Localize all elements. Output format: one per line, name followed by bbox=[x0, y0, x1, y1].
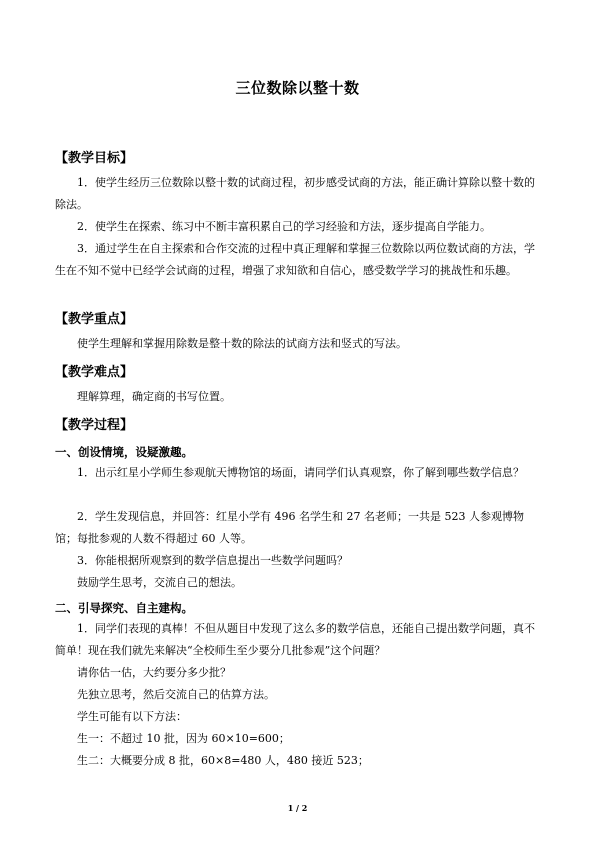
heading-goals: 【教学目标】 bbox=[55, 151, 134, 166]
process-part2-title: 二、引导探究、自主建构。 bbox=[55, 601, 193, 615]
part2-item-3: 先独立思考，然后交流自己的估算方法。 bbox=[77, 688, 275, 701]
heading-key: 【教学重点】 bbox=[55, 312, 134, 327]
part2-item-1: 1．同学们表现的真棒！不但从题目中发现了这么多的数学信息，还能自己提出数学问题，真不简单！现在我们就先来解决“全校师生至少要分几批参观”这个问题？ bbox=[55, 622, 535, 657]
part1-item-4: 鼓励学生思考，交流自己的想法。 bbox=[77, 576, 242, 589]
process-part1-title: 一、创设情境，设疑激趣。 bbox=[55, 445, 193, 459]
part1-item-3: 3．你能根据所观察到的数学信息提出一些数学问题吗？ bbox=[77, 554, 348, 567]
heading-difficulty: 【教学难点】 bbox=[55, 365, 134, 380]
key-text: 使学生理解和掌握用除数是整十数的除法的试商方法和竖式的写法。 bbox=[77, 337, 407, 350]
goal-item-1: 1．使学生经历三位数除以整十数的试商过程，初步感受试商的方法，能正确计算除以整十数的除法。 bbox=[55, 176, 535, 211]
goal-item-2: 2．使学生在探索、练习中不断丰富积累自己的学习经验和方法，逐步提高自学能力。 bbox=[77, 220, 491, 233]
part1-item-1: 1．出示红星小学师生参观航天博物馆的场面，请同学们认真观察，你了解到哪些数学信息？ bbox=[77, 466, 524, 479]
page-indicator: 1 / 2 bbox=[287, 803, 308, 813]
heading-process: 【教学过程】 bbox=[55, 418, 134, 433]
goal-item-3: 3．通过学生在自主探索和合作交流的过程中真正理解和掌握三位数除以两位数试商的方法，学生在不知不觉中已经学会试商的过程，增强了求知欲和自信心，感受数学学习的挑战性和乐趣。 bbox=[55, 242, 535, 277]
part2-item-6: 生二：大概要分成 8 批，60×8=480 人，480 接近 523； bbox=[77, 754, 369, 767]
page-title: 三位数除以整十数 bbox=[235, 79, 360, 97]
part2-item-2: 请你估一估，大约要分多少批？ bbox=[77, 666, 231, 679]
part2-item-5: 生一：不超过 10 批，因为 60×10=600； bbox=[77, 732, 290, 745]
difficulty-text: 理解算理，确定商的书写位置。 bbox=[77, 390, 231, 403]
part2-item-4: 学生可能有以下方法： bbox=[77, 710, 187, 723]
part1-item-2: 2．学生发现信息，并回答：红星小学有 496 名学生和 27 名老师；一共是 523 人参观博物馆；每批参观的人数不得超过 60 人等。 bbox=[55, 510, 524, 545]
